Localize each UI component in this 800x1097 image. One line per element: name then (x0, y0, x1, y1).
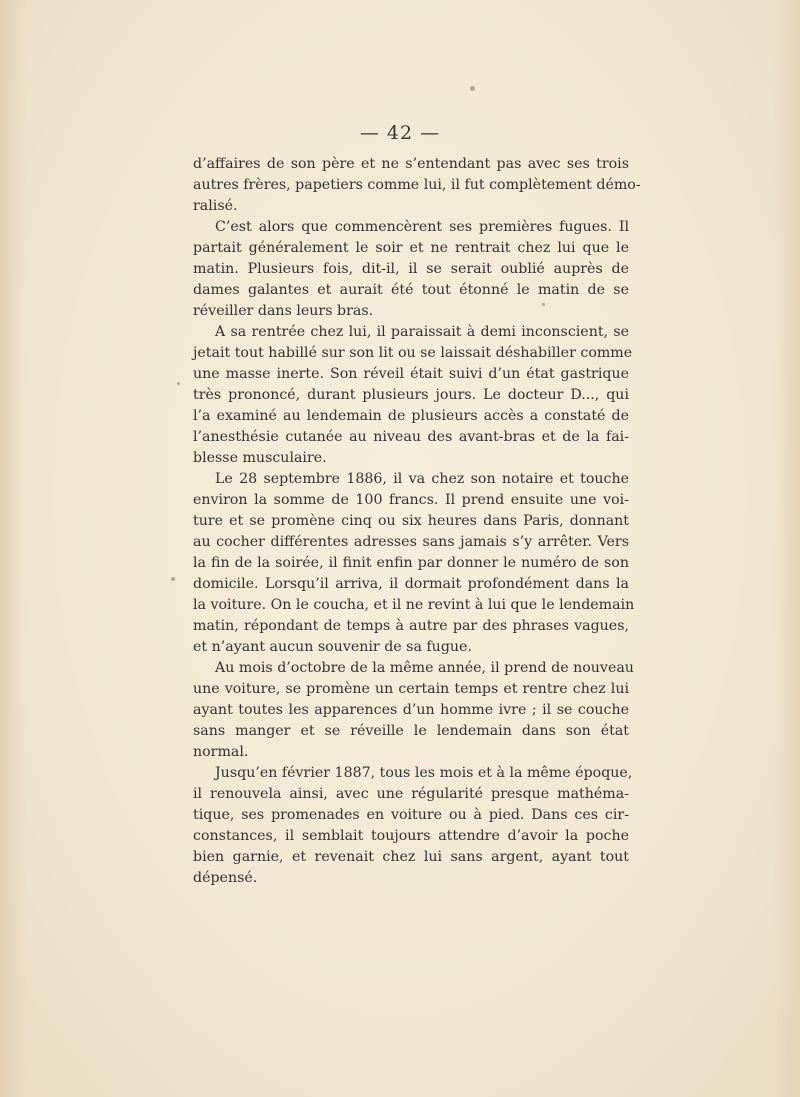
text-line: C’est alors que commencèrent ses premières fugues. Il (215, 219, 629, 235)
text-line: partait généralement le soir et ne rentrait chez lui que le (193, 240, 629, 256)
text-line: ayant toutes les apparences d’un homme ivre ; il se couche (193, 702, 629, 718)
text-line: la fin de la soirée, il finit enfin par donner le numéro de son (193, 555, 629, 571)
text-line: l’a examiné au lendemain de plusieurs accès a constaté de (193, 408, 629, 424)
ink-speck (177, 382, 180, 385)
text-line: Jusqu’en février 1887, tous les mois et à la même époque, (215, 765, 633, 781)
paragraph (193, 658, 634, 763)
paragraph (193, 154, 641, 217)
paragraph (193, 469, 635, 658)
text-line: dames galantes et aurait été tout étonné le matin de se (193, 282, 629, 298)
text-line: il renouvela ainsi, avec une régularité presque mathéma- (193, 786, 629, 802)
text-line: environ la somme de 100 francs. Il prend ensuite une voi- (193, 492, 629, 508)
text-line: bien garnie, et revenait chez lui sans argent, ayant tout (193, 849, 629, 865)
paragraph (193, 322, 633, 469)
text-line: d’affaires de son père et ne s’entendant pas avec ses trois (193, 156, 629, 172)
text-line: et n’ayant aucun souvenir de sa fugue. (193, 639, 472, 655)
text-line: une voiture, se promène un certain temps et rentre chez lui (193, 681, 629, 697)
text-line: très prononcé, durant plusieurs jours. Le docteur D..., qui (193, 387, 629, 403)
text-line: la voiture. On le coucha, et il ne revint à lui que le lendemain (193, 597, 635, 613)
text-line: ture et se promène cinq ou six heures dans Paris, donnant (193, 513, 629, 529)
ink-speck (171, 577, 175, 581)
text-line: l’anesthésie cutanée au niveau des avant-bras et de la fai- (193, 429, 629, 445)
text-line: Au mois d’octobre de la même année, il prend de nouveau (215, 660, 634, 676)
text-line: matin, répondant de temps à autre par des phrases vagues, (193, 618, 629, 634)
text-line: tique, ses promenades en voiture ou à pied. Dans ces cir- (193, 807, 629, 823)
text-line: normal. (193, 744, 249, 760)
paragraph (193, 763, 633, 889)
text-line: A sa rentrée chez lui, il paraissait à demi inconscient, se (215, 324, 629, 340)
page-number: — 42 — (359, 122, 441, 144)
text-line: constances, il semblait toujours attendre d’avoir la poche (193, 828, 629, 844)
body-text (193, 154, 641, 889)
ink-speck (470, 86, 475, 91)
page-edge-right (774, 0, 800, 1097)
text-line: ralisé. (193, 198, 238, 214)
text-line: domicile. Lorsqu’il arriva, il dormait profondément dans la (193, 576, 629, 592)
text-line: sans manger et se réveille le lendemain dans son état (193, 723, 629, 739)
text-line: matin. Plusieurs fois, dit-il, il se serait oublié auprès de (193, 261, 629, 277)
text-line: blesse musculaire. (193, 450, 327, 466)
paragraph (193, 217, 629, 322)
text-line: jetait tout habillé sur son lit ou se laissait déshabiller comme (193, 345, 633, 361)
text-line: au cocher différentes adresses sans jamais s’y arrêter. Vers (193, 534, 629, 550)
text-line: une masse inerte. Son réveil était suivi d’un état gastrique (193, 366, 629, 382)
text-line: Le 28 septembre 1886, il va chez son notaire et touche (215, 471, 629, 487)
page-edge-left (0, 0, 26, 1097)
text-line: dépensé. (193, 870, 258, 886)
text-line: réveiller dans leurs bras. (193, 303, 374, 319)
text-line: autres frères, papetiers comme lui, il fut complètement démo- (193, 177, 641, 193)
